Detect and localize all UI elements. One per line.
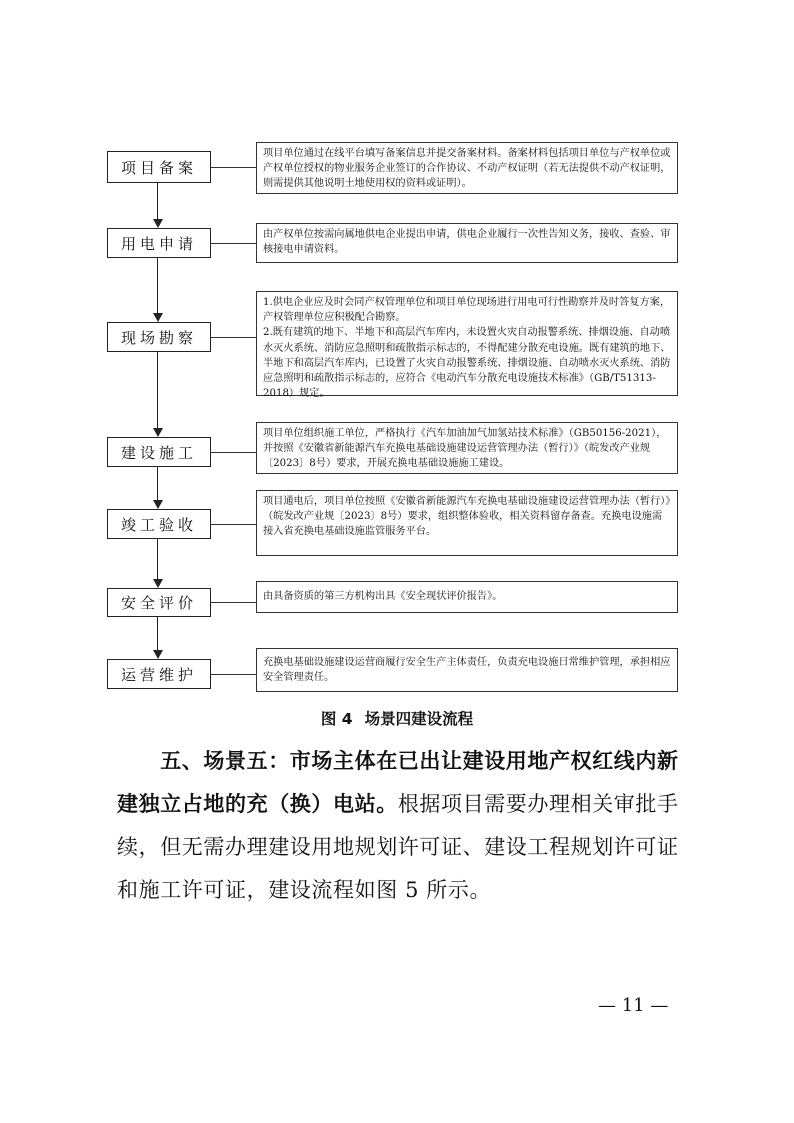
page-number: — 11 —	[598, 995, 669, 1016]
desc-connector	[211, 602, 256, 603]
step-completion-acceptance: 竣工验收	[107, 509, 211, 539]
desc-text: 充换电基础设施建设运营商履行安全生产主体责任，负责充电设施日常维护管理，承担相应安全管理责任。	[263, 657, 671, 684]
section-heading: 五、场景五：市场主体在已出让建设用地产权红线内新建独立占地的充（换）电站。	[117, 749, 679, 816]
flow-connector	[157, 183, 158, 219]
desc-text: 1.供电企业应及时会同产权管理单位和项目单位现场进行用电可行性勘察并及时答复方案，产权管理单位应积极配合勘察。	[263, 297, 671, 324]
desc-connector	[211, 167, 256, 168]
body-paragraph	[117, 740, 697, 912]
desc-connector	[211, 674, 256, 675]
desc-text: 项目通电后，项目单位按照《安徽省新能源汽车充换电基础设施建设运营管理办法（暂行）》（皖发改产业规〔2023〕8号）要求，组织整体验收，相关资料留存备查。充换电设施需接入省充换电基础设施监管服务平台。	[263, 496, 671, 538]
arrow-down-icon	[153, 428, 163, 437]
arrow-down-icon	[153, 219, 163, 228]
arrow-down-icon	[153, 579, 163, 588]
figure-number: 图 4	[320, 710, 353, 728]
desc-connector	[211, 243, 256, 244]
flow-connector	[157, 539, 158, 579]
figure-caption	[0, 707, 794, 729]
desc-connector	[211, 452, 256, 453]
desc-completion-acceptance	[256, 490, 678, 556]
step-operation-maintenance: 运营维护	[107, 659, 211, 689]
desc-safety-evaluation	[256, 581, 678, 613]
desc-operation-maintenance	[256, 648, 678, 692]
desc-power-application	[256, 223, 678, 263]
step-construction: 建设施工	[107, 437, 211, 467]
flow-connector	[157, 258, 158, 313]
flow-connector	[157, 352, 158, 428]
desc-connector	[211, 337, 256, 338]
step-power-application: 用电申请	[107, 228, 211, 258]
step-project-filing: 项目备案	[107, 151, 211, 183]
step-safety-evaluation: 安全评价	[107, 588, 211, 617]
desc-project-filing	[256, 142, 678, 194]
desc-text: 项目单位组织施工单位，严格执行《汽车加油加气加氢站技术标准》（GB50156-2021），并按照《安徽省新能源汽车充换电基础设施建设运营管理办法（暂行）》（皖发改产业规〔2023〕8号）要求，开展充换电基础设施施工建设。	[263, 428, 667, 470]
desc-text: 由具备资质的第三方机构出具《安全现状评价报告》。	[263, 591, 503, 602]
desc-construction	[256, 422, 678, 474]
arrow-down-icon	[153, 650, 163, 659]
desc-text: 2.既有建筑的地下、半地下和高层汽车库内，未设置火灾自动报警系统、排烟设施、自动喷水灭火系统、消防应急照明和疏散指示标志的，不得配建分散充电设施。既有建筑的地下、半地下和高层汽车库内，已设置了火灾自动报警系统、排烟设施、自动喷水灭火系统、消防应急照明和疏散指示标志的，应符合《电动汽车分散充电设施技术标准》（GB/T51313-2018）规定。	[263, 327, 671, 400]
desc-connector	[211, 524, 256, 525]
desc-text: 由产权单位按需向属地供电企业提出申请，供电企业履行一次性告知义务，接收、查验、审核接电申请资料。	[263, 229, 671, 256]
desc-site-survey	[256, 291, 678, 400]
arrow-down-icon	[153, 500, 163, 509]
flow-connector	[157, 467, 158, 500]
figure-title: 场景四建设流程	[364, 710, 474, 728]
step-site-survey: 现场勘察	[107, 322, 211, 352]
paragraph-text: 根据项目需要办理相关审批手续，但无需办理建设用地规划许可证、建设工程规划许可证和施工许可证，建设流程如图 5 所示。	[117, 792, 679, 902]
arrow-down-icon	[153, 313, 163, 322]
flow-connector	[157, 617, 158, 650]
desc-text: 项目单位通过在线平台填写备案信息并提交备案材料。备案材料包括项目单位与产权单位或产权单位授权的物业服务企业签订的合作协议、不动产权证明（若无法提供不动产权证明，则需提供其他说明土地使用权的资料或证明）。	[263, 148, 671, 190]
